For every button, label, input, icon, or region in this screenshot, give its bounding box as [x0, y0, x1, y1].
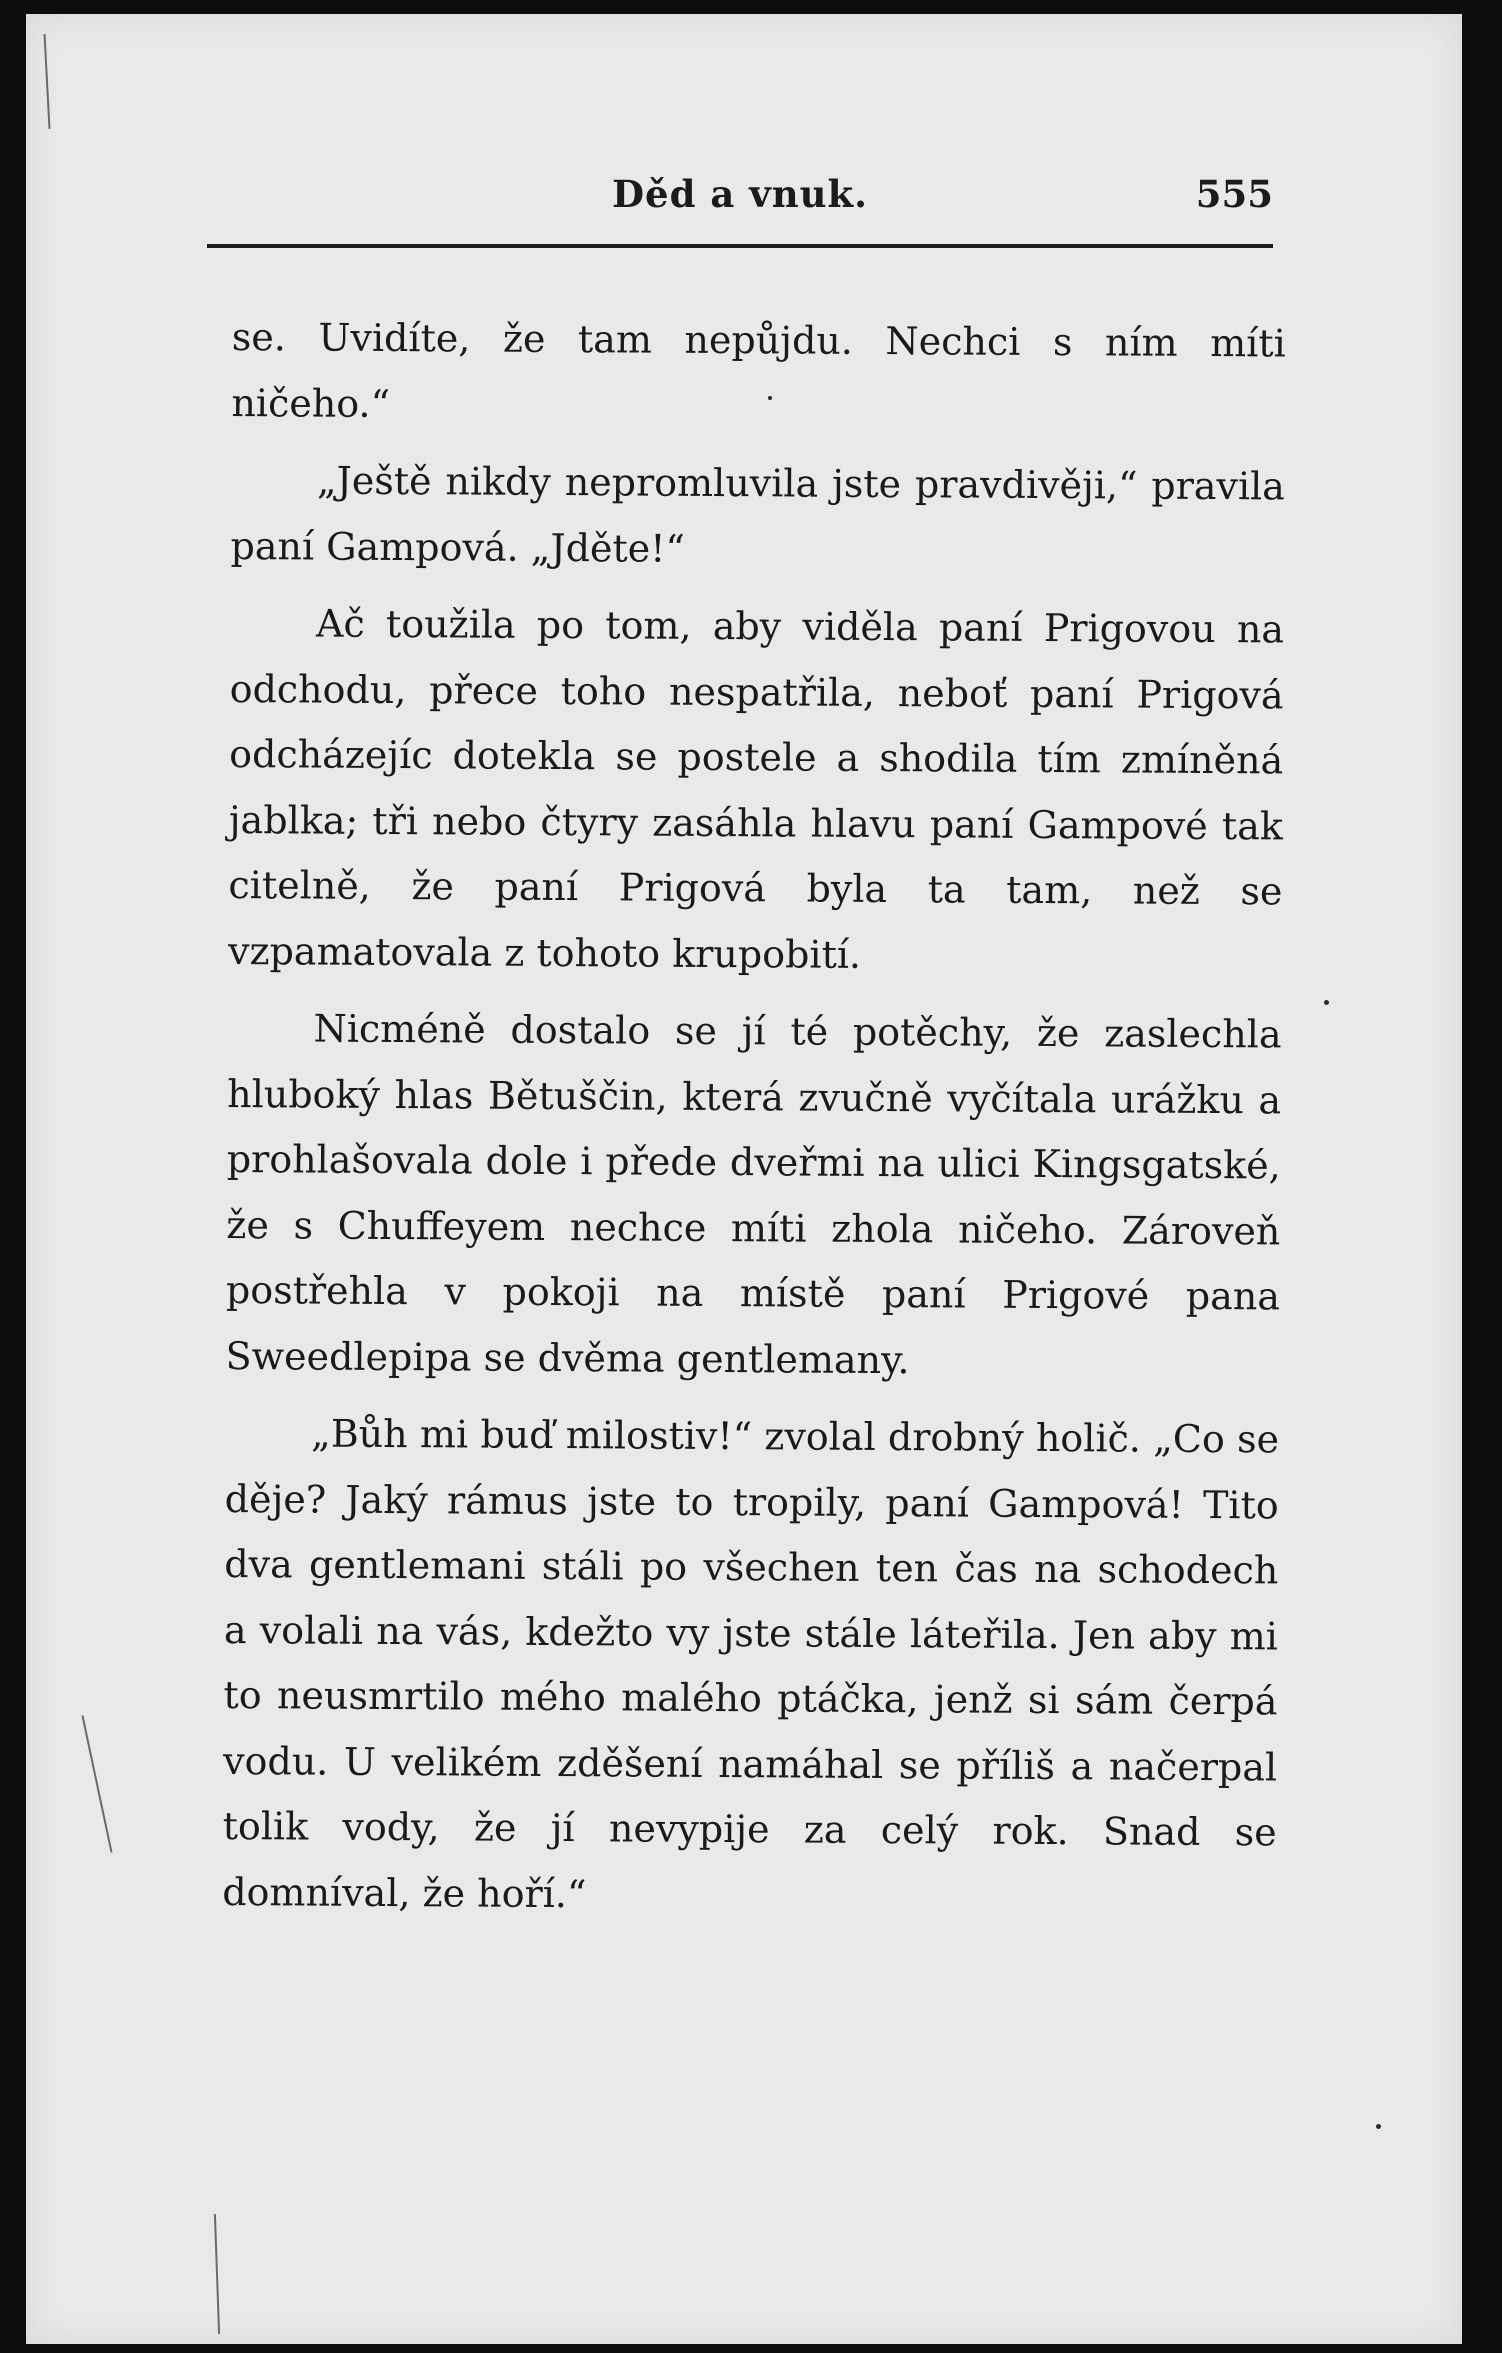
paragraph: se. Uvidíte, že tam nepůjdu. Nechci s ním míti ničeho.“ [231, 314, 1286, 426]
header-rule [207, 244, 1273, 248]
speck [1324, 1000, 1329, 1005]
running-title: Děd a vnuk. [611, 172, 869, 216]
page-header [207, 172, 1273, 232]
paragraph: „Ještě nikdy nepromluvila jste pravdivěji,“ pravila paní Gampová. „Jděte!“ [230, 458, 1286, 571]
text-body [222, 305, 1286, 1931]
paragraph: Nicméně dostalo se jí té potěchy, že zaslechla hluboký hlas Bětuščin, která zvučně vyčítala urážku a prohlašovala dole i přede dveřmi na ulici Kingsgatské, že s Chuffeyem nechce míti zhola ničeho. Zároveň postřehla v pokoji na místě paní Prigové pana Sweedlepipa se dvěma gentlemany. [225, 1006, 1282, 1382]
scan-mark-left-bottom [81, 1715, 112, 1852]
paragraph: „Bůh mi buď milostiv!“ zvolal drobný holič. „Co se děje? Jaký rámus jste to tropily, paní Gampová! Tito dva gentlemani stáli po všechen ten čas na schodech a volali na vás, kdežto vy jste stále láteřila. Jen aby mi to neusmrtilo mého malého ptáčka, jenž si sám čerpá vodu. U velikém zděšení namáhal se příliš a načerpal tolik vody, že jí nevypije za celý rok. Snad se domníval, že hoří.“ [222, 1411, 1280, 1916]
page-number: 555 [1195, 172, 1273, 216]
scan-mark-left-top [44, 34, 51, 129]
speck [1376, 2124, 1381, 2129]
paragraph: Ač toužila po tom, aby viděla paní Prigovou na odchodu, přece toho nespatřila, neboť paní Prigová odcházejíc dotekla se postele a shodila tím zmíněná jablka; tři nebo čtyry zasáhla hlavu paní Gampové tak citelně, že paní Prigová byla ta tam, než se vzpamatovala z tohoto krupobití. [227, 601, 1285, 977]
scan-mark-bottom [214, 2214, 220, 2334]
